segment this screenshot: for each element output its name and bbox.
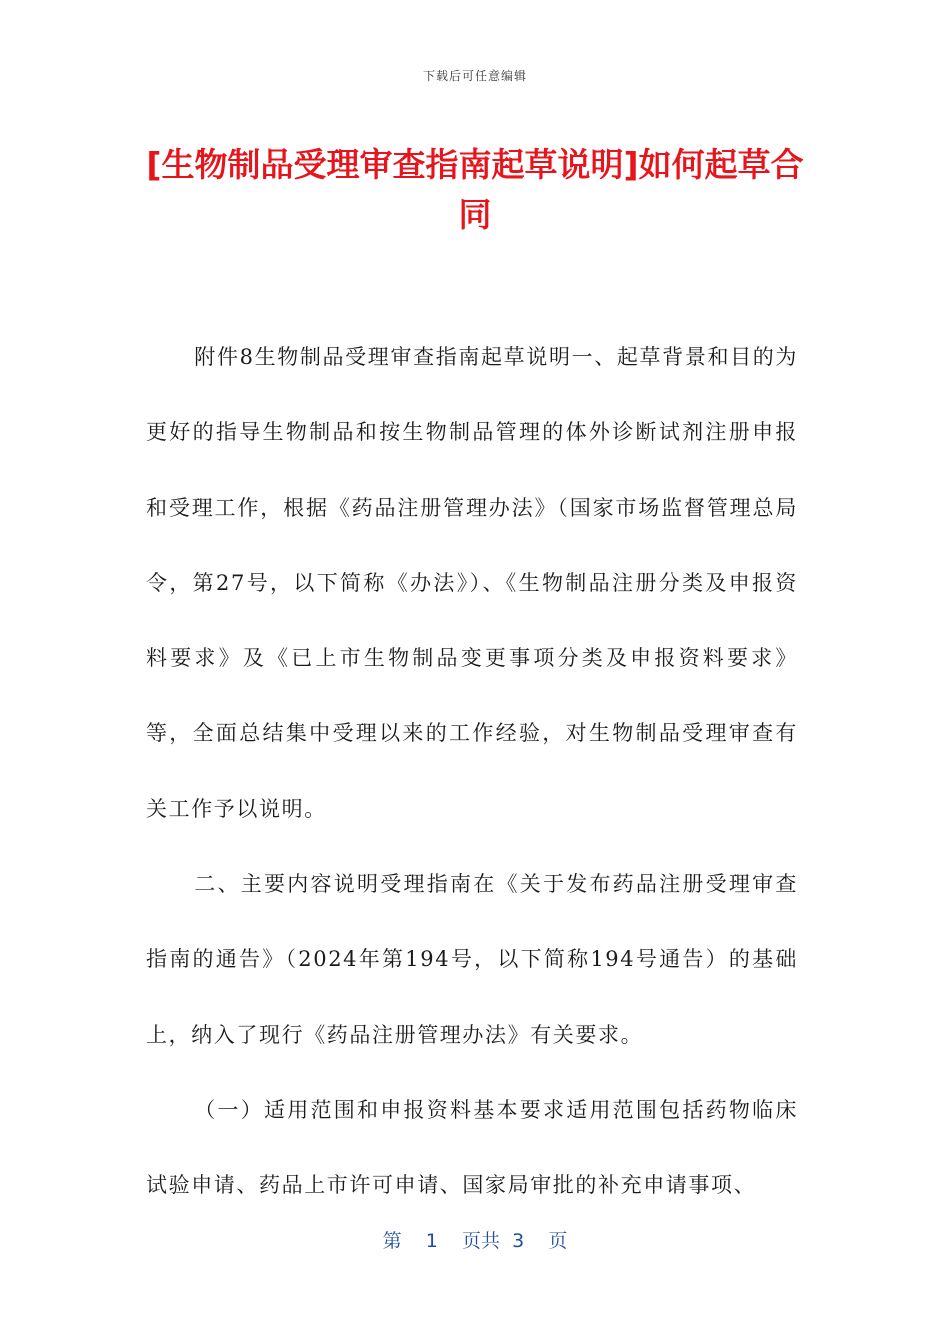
paragraph-3: （一）适用范围和申报资料基本要求适用范围包括药物临床试验申请、药品上市许可申请、国家局审批的补充申请事项、 xyxy=(146,1097,798,1198)
footer-label-end: 页 xyxy=(548,1230,568,1252)
paragraph-2: 二、主要内容说明受理指南在《关于发布药品注册受理审查指南的通告》（2024年第194号，以下简称194号通告）的基础上，纳入了现行《药品注册管理办法》有关要求。 xyxy=(146,872,798,1047)
page-footer xyxy=(0,1226,950,1253)
header-note: 下载后可任意编辑 xyxy=(422,69,527,83)
document-title: [生物制品受理审查指南起草说明]如何起草合同 xyxy=(146,145,804,234)
footer-current-page: 1 xyxy=(425,1230,438,1252)
footer-label-page: 第 xyxy=(382,1230,402,1252)
footer-label-of: 页共 xyxy=(462,1230,501,1252)
footer-total-pages: 3 xyxy=(512,1230,525,1252)
document-body xyxy=(146,320,798,1224)
paragraph-1: 附件8生物制品受理审查指南起草说明一、起草背景和目的为更好的指导生物制品和按生物制品管理的体外诊断试剂注册申报和受理工作，根据《药品注册管理办法》（国家市场监督管理总局令，第27号，以下简称《办法》）、《生物制品注册分类及申报资料要求》及《已上市生物制品变更事项分类及申报资料要求》等，全面总结集中受理以来的工作经验，对生物制品受理审查有关工作予以说明。 xyxy=(146,345,798,821)
